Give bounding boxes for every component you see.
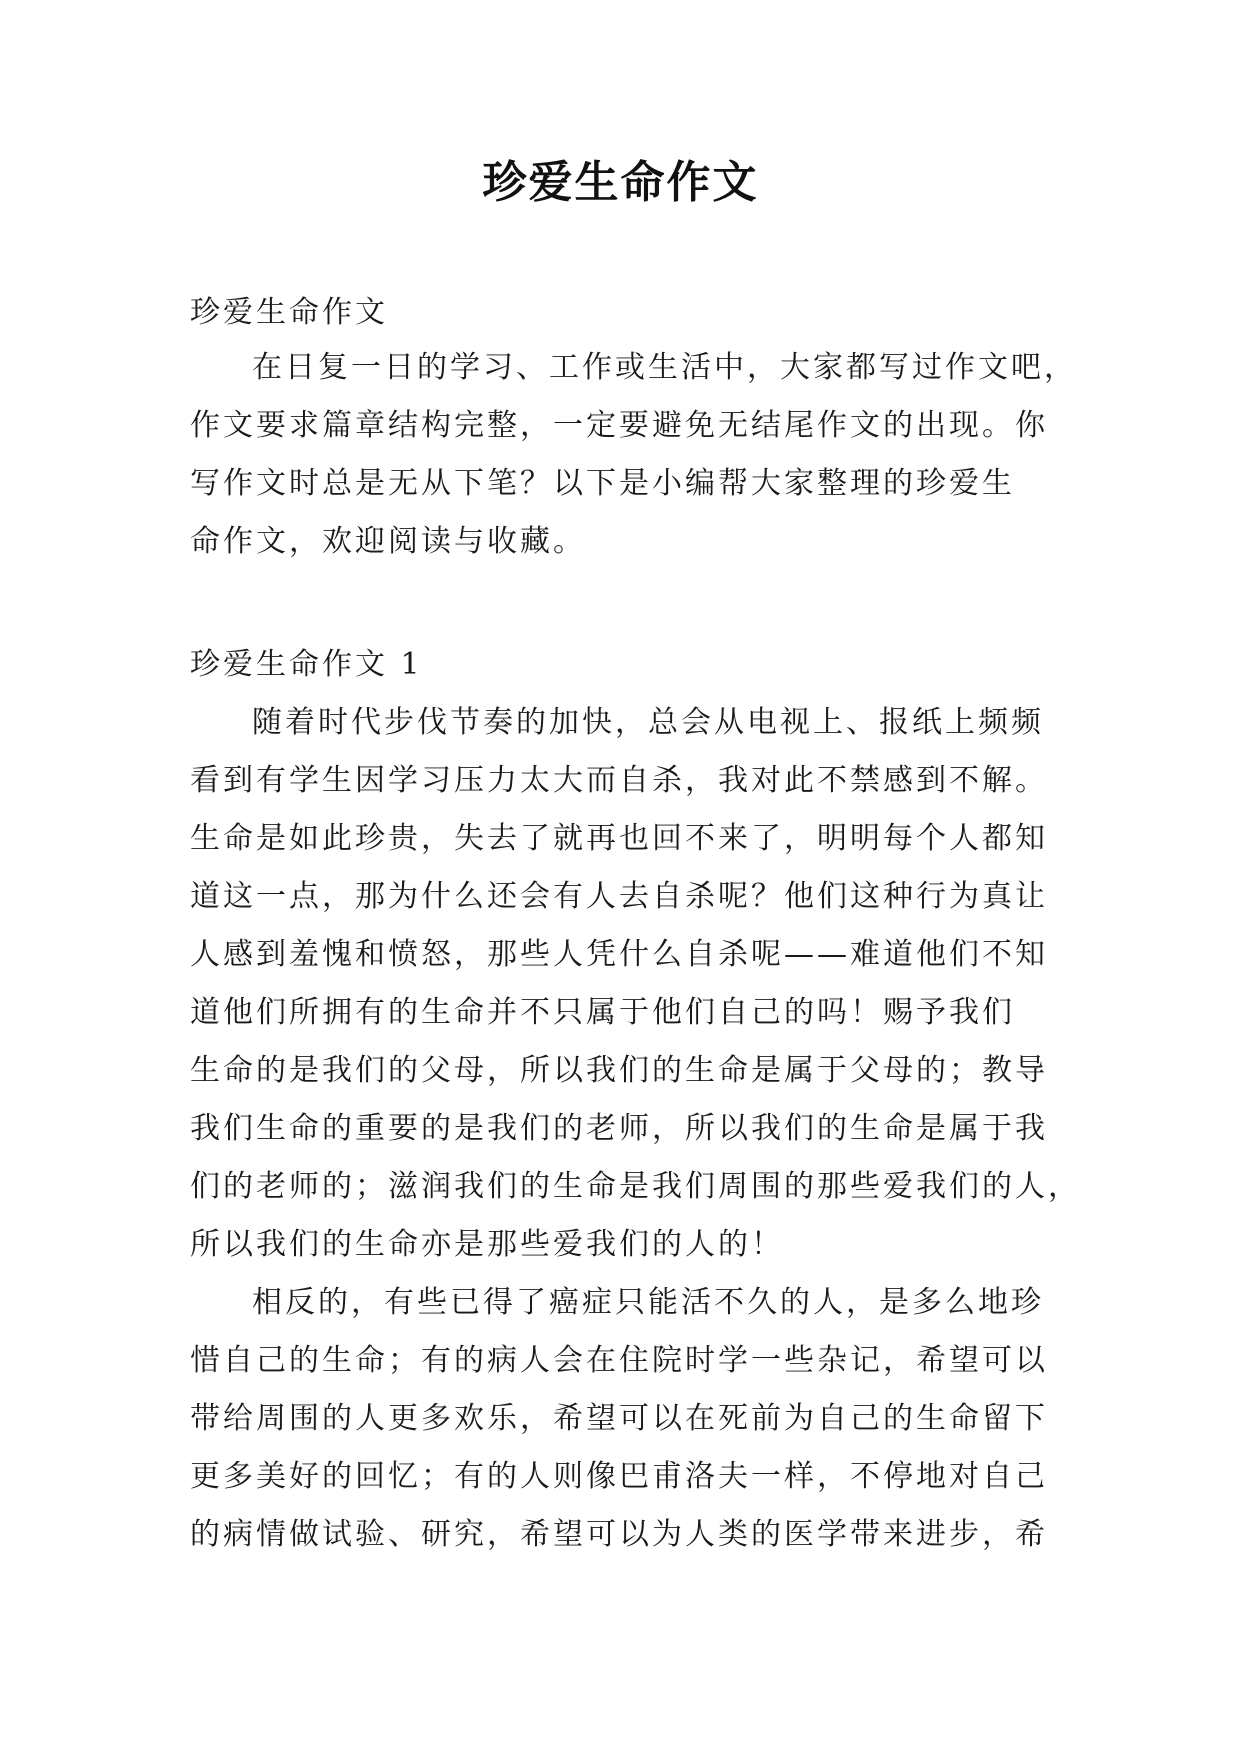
essay1-p1-line: 随着时代步伐节奏的加快，总会从电视上、报纸上频频 <box>252 705 1044 740</box>
essay1-p1-line: 看到有学生因学习压力太大而自杀，我对此不禁感到不解。 <box>190 763 1048 798</box>
intro-heading: 珍爱生命作文 <box>190 295 388 330</box>
intro-line: 作文要求篇章结构完整，一定要避免无结尾作文的出现。你 <box>190 408 1048 443</box>
essay1-p1-line: 人感到羞愧和愤怒，那些人凭什么自杀呢——难道他们不知 <box>190 937 1048 972</box>
essay1-p1-line: 生命的是我们的父母，所以我们的生命是属于父母的；教导 <box>190 1053 1048 1088</box>
essay1-p1-line: 所以我们的生命亦是那些爱我们的人的！ <box>190 1227 784 1262</box>
essay1-p1-line: 道他们所拥有的生命并不只属于他们自己的吗！赐予我们 <box>190 995 1015 1030</box>
document-title: 珍爱生命作文 <box>482 157 759 208</box>
intro-line: 命作文，欢迎阅读与收藏。 <box>190 524 586 559</box>
essay1-p1-line: 我们生命的重要的是我们的老师，所以我们的生命是属于我 <box>190 1111 1048 1146</box>
intro-line: 写作文时总是无从下笔？以下是小编帮大家整理的珍爱生 <box>190 466 1015 501</box>
essay1-p2-line: 更多美好的回忆；有的人则像巴甫洛夫一样，不停地对自己 <box>190 1459 1048 1494</box>
essay1-p2-line: 相反的，有些已得了癌症只能活不久的人，是多么地珍 <box>252 1285 1044 1320</box>
essay1-p1-line: 道这一点，那为什么还会有人去自杀呢？他们这种行为真让 <box>190 879 1048 914</box>
essay1-p2-line: 带给周围的人更多欢乐，希望可以在死前为自己的生命留下 <box>190 1401 1048 1436</box>
essay1-p1-line: 们的老师的；滋润我们的生命是我们周围的那些爱我们的人， <box>190 1169 1081 1204</box>
essay1-p2-line: 惜自己的生命；有的病人会在住院时学一些杂记，希望可以 <box>190 1343 1048 1378</box>
essay1-heading: 珍爱生命作文 1 <box>190 647 423 682</box>
essay1-p1-line: 生命是如此珍贵，失去了就再也回不来了，明明每个人都知 <box>190 821 1048 856</box>
essay1-p2-line: 的病情做试验、研究，希望可以为人类的医学带来进步，希 <box>190 1517 1048 1552</box>
intro-line: 在日复一日的学习、工作或生活中，大家都写过作文吧， <box>252 350 1077 385</box>
